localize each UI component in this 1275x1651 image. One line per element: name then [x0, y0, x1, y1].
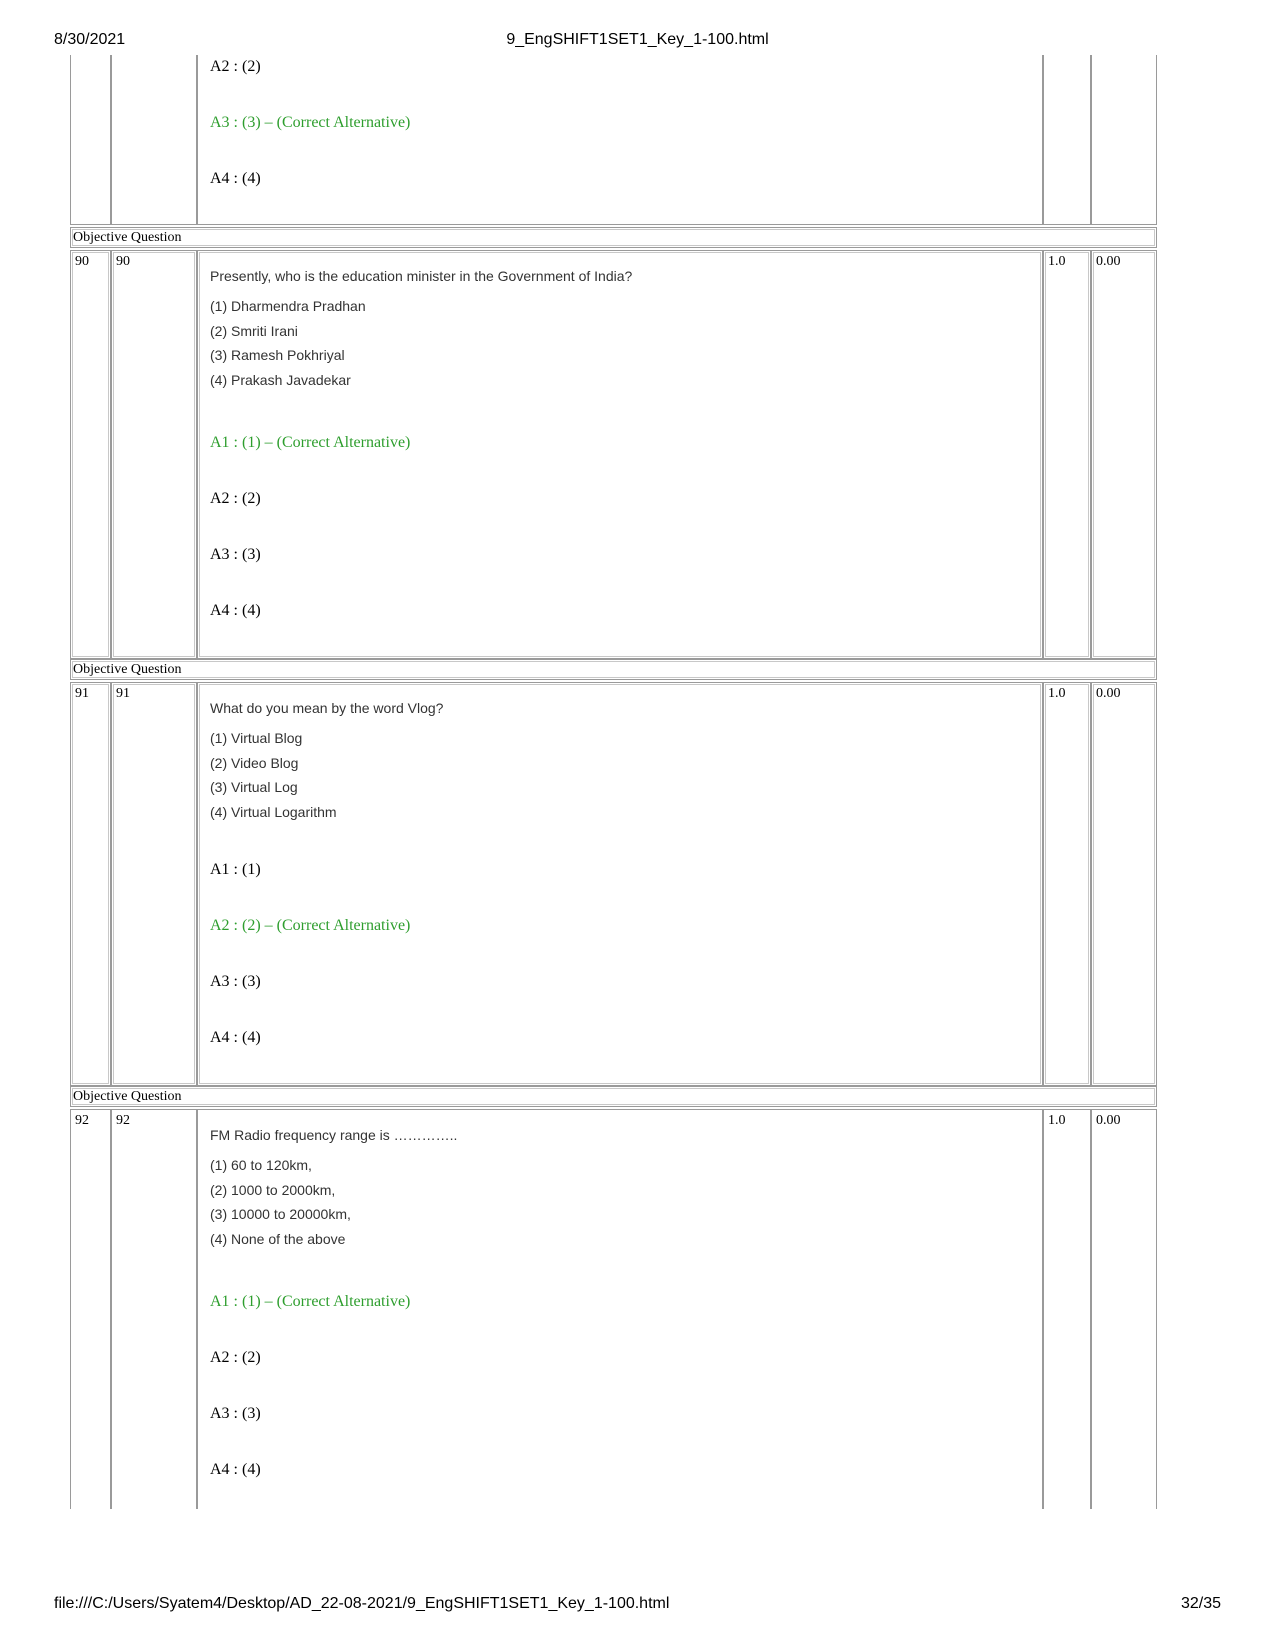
negative-marks-92: 0.00: [1091, 1109, 1157, 1509]
question-text-92: FM Radio frequency range is …………..: [210, 1127, 458, 1143]
option-92-3: (3) 10000 to 20000km,: [210, 1206, 351, 1222]
answer-90-a2: A2 : (2): [210, 490, 261, 507]
answer-90-a4: A4 : (4): [210, 602, 261, 619]
question-cell-92: [197, 1109, 1043, 1509]
option-90-4: (4) Prakash Javadekar: [210, 371, 351, 388]
carryover-question-cell: [197, 55, 1043, 225]
print-file-path: file:///C:/Users/Syatem4/Desktop/AD_22-08-2021/9_EngSHIFT1SET1_Key_1-100.html: [54, 1595, 670, 1612]
question-text-90: Presently, who is the education minister in the Government of India?: [210, 268, 633, 284]
question-sno-90: 90: [70, 250, 111, 659]
print-date: 8/30/2021: [54, 31, 126, 48]
print-title: 9_EngSHIFT1SET1_Key_1-100.html: [506, 31, 769, 48]
option-90-2: (2) Smriti Irani: [210, 322, 298, 339]
question-sno-92: 92: [70, 1109, 111, 1509]
answer-90-a3: A3 : (3): [210, 546, 261, 563]
page-number: 32/35: [1180, 1595, 1221, 1612]
negative-marks-90: 0.00: [1091, 250, 1157, 659]
question-options-91: [210, 730, 1038, 828]
option-91-1: (1) Virtual Blog: [210, 730, 303, 746]
section-label-90: Objective Question: [70, 227, 1157, 248]
option-91-3: (3) Virtual Log: [210, 779, 298, 795]
answer-91-a2: A2 : (2) – (Correct Alternative): [210, 917, 411, 934]
answer-90-a1: A1 : (1) – (Correct Alternative): [210, 434, 411, 451]
question-id-92: 92: [111, 1109, 197, 1509]
option-92-1: (1) 60 to 120km,: [210, 1157, 312, 1173]
answer-92-a4: A4 : (4): [210, 1461, 261, 1478]
marks-92: 1.0: [1043, 1109, 1091, 1509]
carryover-answer-a2: A2 : (2): [210, 58, 261, 75]
carryover-answer-a4: A4 : (4): [210, 170, 261, 187]
negative-marks-91: 0.00: [1091, 682, 1157, 1086]
question-text-91: What do you mean by the word Vlog?: [210, 700, 444, 716]
answer-92-a3: A3 : (3): [210, 1405, 261, 1422]
option-92-4: (4) None of the above: [210, 1230, 346, 1247]
answer-91-a1: A1 : (1): [210, 861, 261, 878]
answer-92-a2: A2 : (2): [210, 1349, 261, 1366]
question-id-90: 90: [111, 250, 197, 659]
carryover-negative-cell: [1091, 55, 1157, 225]
marks-91: 1.0: [1043, 682, 1091, 1086]
section-label-92: Objective Question: [70, 1086, 1157, 1107]
question-cell-91: [197, 682, 1043, 1086]
carryover-qid-cell: [111, 55, 197, 225]
question-options-90: [210, 298, 1038, 396]
answer-91-a3: A3 : (3): [210, 973, 261, 990]
carryover-marks-cell: [1043, 55, 1091, 225]
question-options-92: [210, 1157, 1038, 1255]
option-92-2: (2) 1000 to 2000km,: [210, 1181, 336, 1198]
carryover-sno-cell: [70, 55, 111, 225]
question-sno-91: 91: [70, 682, 111, 1086]
answer-92-a1: A1 : (1) – (Correct Alternative): [210, 1293, 411, 1310]
option-90-1: (1) Dharmendra Pradhan: [210, 298, 366, 314]
section-label-91: Objective Question: [70, 659, 1157, 680]
option-91-2: (2) Video Blog: [210, 754, 299, 771]
option-91-4: (4) Virtual Logarithm: [210, 803, 337, 820]
question-cell-90: [197, 250, 1043, 659]
question-id-91: 91: [111, 682, 197, 1086]
marks-90: 1.0: [1043, 250, 1091, 659]
option-90-3: (3) Ramesh Pokhriyal: [210, 347, 345, 363]
carryover-answer-a3: A3 : (3) – (Correct Alternative): [210, 114, 411, 131]
answer-91-a4: A4 : (4): [210, 1029, 261, 1046]
